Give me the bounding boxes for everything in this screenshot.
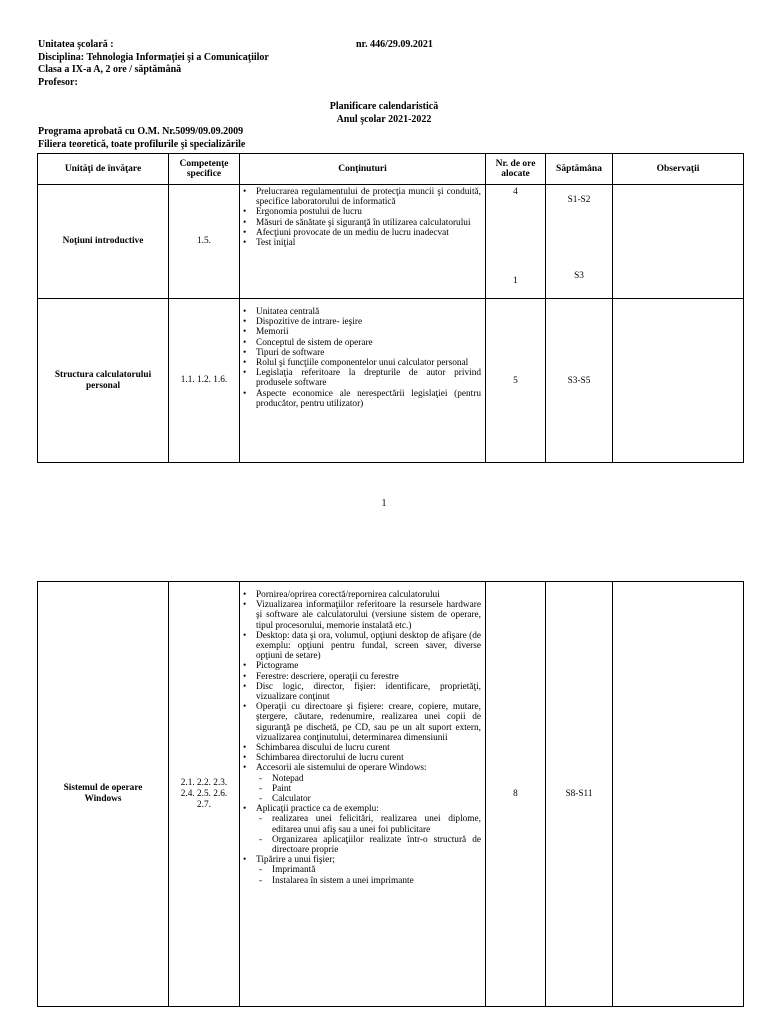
content-item: • Memorii bbox=[242, 327, 481, 337]
contents-cell bbox=[240, 299, 486, 463]
document-title-block bbox=[0, 101, 768, 126]
table-row bbox=[38, 299, 744, 463]
content-item: • Rolul şi funcţiile componentelor unui calculator personal bbox=[242, 358, 481, 368]
discipline-label: Disciplina: Tehnologia Informaţiei şi a Comunicaţiilor bbox=[38, 51, 269, 63]
document-title: Planificare calendaristică bbox=[329, 101, 439, 112]
sub-item: - Paint bbox=[256, 784, 481, 794]
content-item bbox=[242, 804, 481, 855]
content-item: • Disc logic, director, fişier: identificare, proprietăţi, vizualizare conţinut bbox=[242, 682, 481, 702]
content-item-text: Accesorii ale sistemului de operare Windows: bbox=[256, 763, 427, 774]
content-item: • Pornirea/oprirea corectă/repornirea calculatorului bbox=[242, 590, 481, 600]
content-item: • Măsuri de sănătate şi siguranţă în utilizarea calculatorului bbox=[242, 218, 481, 228]
column-header: Competenţe specifice bbox=[169, 154, 240, 185]
content-item: • Pictograme bbox=[242, 661, 481, 671]
registration-number: nr. 446/29.09.2021 bbox=[356, 39, 433, 50]
sub-item: - Calculator bbox=[256, 794, 481, 804]
content-item: • Test iniţial bbox=[242, 238, 481, 248]
contents-cell bbox=[240, 582, 486, 1007]
learning-unit: Noţiuni introductive bbox=[38, 185, 169, 299]
week-value: S3 bbox=[574, 271, 584, 281]
content-item: • Afecţiuni provocate de un mediu de lucru inadecvat bbox=[242, 228, 481, 238]
table-row bbox=[38, 582, 744, 1007]
week-value: S3-S5 bbox=[546, 299, 613, 463]
content-item: • Schimbarea discului de lucru curent bbox=[242, 743, 481, 753]
column-header: Săptămâna bbox=[546, 154, 613, 185]
content-item: • Ferestre: descriere, operaţii cu ferestre bbox=[242, 672, 481, 682]
teacher-label: Profesor: bbox=[38, 76, 78, 88]
learning-unit: Sistemul de operare Windows bbox=[38, 582, 169, 1007]
content-item-text: Aplicaţii practice ca de exemplu: bbox=[256, 804, 379, 815]
document-header bbox=[38, 39, 269, 89]
content-item: • Conceptul de sistem de operare bbox=[242, 338, 481, 348]
planning-table bbox=[37, 153, 744, 463]
content-item: • Operaţii cu directoare şi fişiere: creare, copiere, mutare, ştergere, căutare, redenumire, realizarea unei copii de siguranţă pe dischetă, pe CD, sau pe un alt suport extern, vizualizarea conţinutului, determinarea dimensiunii bbox=[242, 702, 481, 743]
observations-cell bbox=[613, 185, 744, 299]
planning-table-continued bbox=[37, 581, 744, 1007]
content-item-text: Tipărire a unui fişier; bbox=[256, 855, 335, 866]
week-cell bbox=[546, 185, 613, 299]
school-year: Anul şcolar 2021-2022 bbox=[336, 113, 432, 125]
program-info bbox=[38, 126, 245, 151]
content-item bbox=[242, 763, 481, 804]
competencies: 2.1. 2.2. 2.3. 2.4. 2.5. 2.6. 2.7. bbox=[169, 582, 240, 1007]
hours-value: 8 bbox=[486, 582, 546, 1007]
content-item: • Vizualizarea informaţiilor referitoare la resursele hardware şi software ale calculatorului (versiune sistem de operare, tipul procesorului, memorie instalată etc.) bbox=[242, 600, 481, 631]
sub-item: - realizarea unei felicitări, realizarea unei diplome, editarea unui afiş sau a unei foi publicitare bbox=[256, 814, 481, 834]
content-item: • Tipuri de software bbox=[242, 348, 481, 358]
content-item: • Schimbarea directorului de lucru curent bbox=[242, 753, 481, 763]
hours-value: 1 bbox=[513, 276, 518, 286]
hours-cell bbox=[486, 185, 546, 299]
learning-unit: Structura calculatorului personal bbox=[38, 299, 169, 463]
content-item: • Ergonomia postului de lucru bbox=[242, 207, 481, 217]
content-item: • Dispozitive de intrare- ieşire bbox=[242, 317, 481, 327]
column-header: Nr. de ore alocate bbox=[486, 154, 546, 185]
week-value: S8-S11 bbox=[546, 582, 613, 1007]
table-row bbox=[38, 185, 744, 299]
sub-item: - Organizarea aplicaţiilor realizate într-o structură de directoare proprie bbox=[256, 835, 481, 855]
page-number: 1 bbox=[381, 498, 387, 509]
sub-item: - Notepad bbox=[256, 774, 481, 784]
table-header-row bbox=[38, 154, 744, 185]
column-header: Conţinuturi bbox=[240, 154, 486, 185]
class-label: Clasa a IX-a A, 2 ore / săptămână bbox=[38, 64, 182, 75]
competencies: 1.5. bbox=[169, 185, 240, 299]
content-item: • Unitatea centrală bbox=[242, 307, 481, 317]
content-item: • Aspecte economice ale nerespectării legislaţiei (pentru producător, pentru utilizator) bbox=[242, 389, 481, 409]
week-value: S1-S2 bbox=[567, 195, 591, 205]
observations-cell bbox=[613, 582, 744, 1007]
content-item: • Desktop: data şi ora, volumul, opţiuni desktop de afişare (de exemplu: opţiuni pentru fundal, screen saver, diverse opţiuni de setare) bbox=[242, 631, 481, 662]
contents-cell bbox=[240, 185, 486, 299]
program-approval: Programa aprobată cu O.M. Nr.5099/09.09.2009 bbox=[38, 126, 244, 137]
column-header: Unităţi de învăţare bbox=[38, 154, 169, 185]
hours-value: 4 bbox=[513, 187, 518, 197]
content-item bbox=[242, 855, 481, 886]
observations-cell bbox=[613, 299, 744, 463]
content-item: • Prelucrarea regulamentului de protecţia muncii şi conduită, specifice laboratorului de informatică bbox=[242, 187, 481, 207]
filiera-label: Filiera teoretică, toate profilurile şi specializările bbox=[38, 138, 246, 150]
school-label: Unitatea şcolară : bbox=[38, 39, 114, 50]
sub-item: - Instalarea în sistem a unei imprimante bbox=[256, 876, 481, 886]
column-header: Observaţii bbox=[613, 154, 744, 185]
sub-item: - Imprimantă bbox=[256, 865, 481, 875]
competencies: 1.1. 1.2. 1.6. bbox=[169, 299, 240, 463]
hours-value: 5 bbox=[486, 299, 546, 463]
content-item: • Legislaţia referitoare la drepturile de autor privind produsele software bbox=[242, 368, 481, 388]
